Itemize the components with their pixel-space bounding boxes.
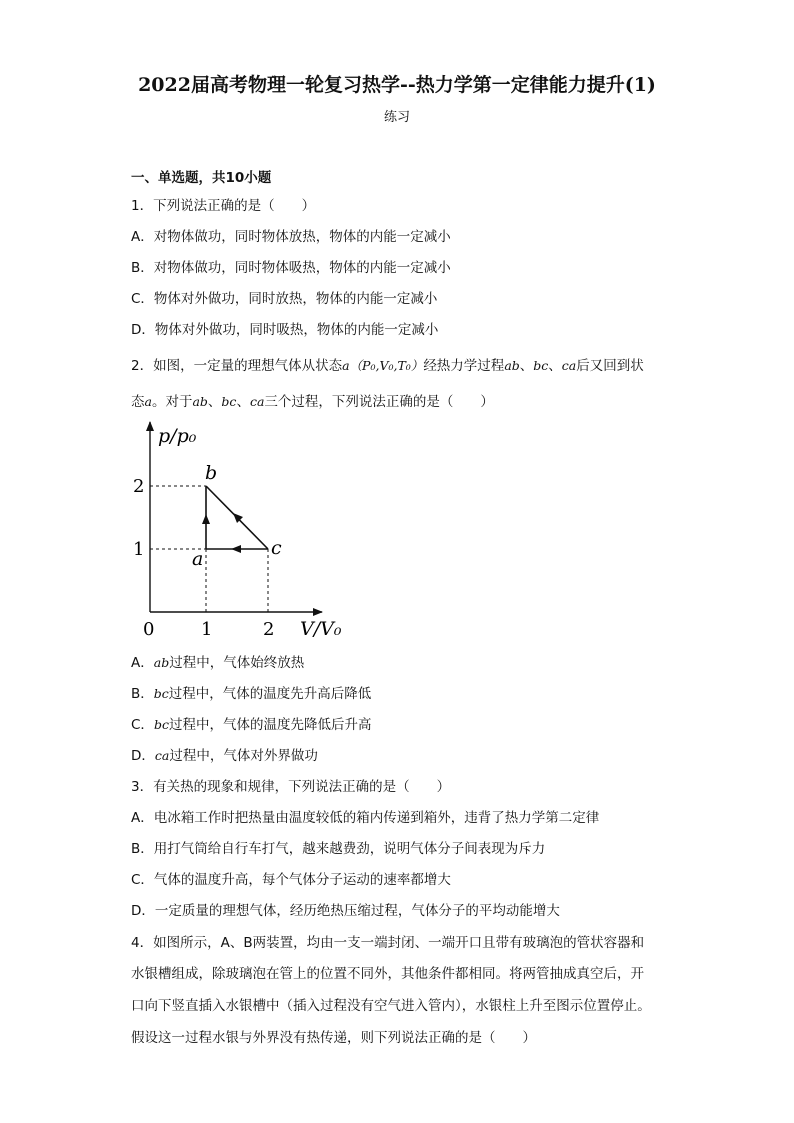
q3-option-a: A．电冰箱工作时把热量由温度较低的箱内传递到箱外，违背了热力学第二定律: [131, 810, 600, 826]
q3-option-c: C．气体的温度升高，每个气体分子运动的速率都增大: [131, 872, 451, 888]
q2-sep: 、: [207, 394, 222, 410]
section-heading: 一、单选题，共10小题: [131, 170, 272, 186]
q2-text: 经热力学过程: [423, 358, 505, 374]
x-tick-1: 1: [201, 619, 213, 640]
q3-stem: 3．有关热的现象和规律，下列说法正确的是（ ）: [131, 779, 451, 795]
q1-option-c: C．物体对外做功，同时放热，物体的内能一定减小: [131, 291, 438, 307]
q2-process-bc: bc: [221, 394, 237, 409]
point-b-label: b: [205, 462, 218, 484]
x-tick-2: 2: [263, 619, 275, 640]
q2-sep: 、: [548, 358, 562, 374]
option-text: 过程中，气体始终放热: [169, 655, 305, 671]
arrow-ca: [231, 545, 241, 553]
q2-sep: 、: [236, 394, 250, 410]
q1-stem: 1．下列说法正确的是（ ）: [131, 198, 316, 214]
q2-process-bc: bc: [533, 358, 549, 373]
y-tick-2: 2: [133, 476, 145, 497]
q2-process-ab: ab: [504, 358, 520, 373]
page-subtitle: 练习: [383, 110, 410, 125]
q2-state-a: a（P₀,V₀,T₀）: [342, 358, 424, 373]
q2-state-a-short: a: [144, 394, 152, 409]
q2-option-d: [131, 744, 318, 764]
q2-text: 三个过程，下列说法正确的是（ ）: [264, 394, 494, 410]
q2-text: 2．如图，一定量的理想气体从状态: [131, 358, 343, 374]
q4-line-2: 水银槽组成，除玻璃泡在管上的位置不同外，其他条件都相同。将两管抽成真空后，开: [131, 966, 644, 982]
x-axis-label: V/V₀: [300, 618, 342, 640]
q2-text: 。对于: [151, 394, 193, 410]
q2-stem-line2: [131, 390, 494, 410]
option-var: ab: [153, 655, 170, 670]
option-letter: A．: [131, 655, 154, 671]
y-axis-label: p/p₀: [158, 425, 197, 447]
option-text: 过程中，气体对外界做功: [169, 748, 318, 764]
q1-option-d: D．物体对外做功，同时吸热，物体的内能一定减小: [131, 322, 439, 338]
y-tick-1: 1: [133, 539, 145, 560]
q2-process-ca: ca: [249, 394, 265, 409]
option-letter: B．: [131, 686, 154, 702]
q4-line-1: 4．如图所示，A、B两装置，均由一支一端封闭、一端开口且带有玻璃泡的管状容器和: [131, 935, 645, 951]
option-letter: C．: [131, 717, 154, 733]
q4-line-3: 口向下竖直插入水银槽中（插入过程没有空气进入管内），水银柱上升至图示位置停止。: [131, 998, 651, 1014]
q2-sep: 、: [519, 358, 534, 374]
q2-process-ab: ab: [192, 394, 208, 409]
option-var: ca: [154, 748, 170, 763]
point-c-label: c: [271, 537, 282, 559]
arrow-ab: [202, 514, 210, 524]
q4-line-4: 假设这一过程水银与外界没有热传递，则下列说法正确的是（ ）: [131, 1030, 536, 1046]
page-title: 2022届高考物理一轮复习热学--热力学第一定律能力提升(1): [138, 74, 656, 96]
q3-option-d: D．一定质量的理想气体，经历绝热压缩过程，气体分子的平均动能增大: [131, 903, 560, 919]
option-letter: D．: [131, 748, 155, 764]
q2-stem-line1: [131, 354, 644, 374]
q2-option-a: [131, 651, 304, 671]
option-var: bc: [153, 717, 169, 732]
origin-label: 0: [143, 619, 155, 640]
q3-option-b: B．用打气筒给自行车打气，越来越费劲，说明气体分子间表现为斥力: [131, 841, 546, 857]
pv-diagram: [128, 416, 358, 642]
q2-process-ca: ca: [561, 358, 577, 373]
q2-option-b: [131, 682, 371, 702]
option-text: 过程中，气体的温度先升高后降低: [168, 686, 372, 702]
option-var: bc: [153, 686, 169, 701]
q2-text: 后又回到状: [576, 358, 644, 374]
q1-option-a: A．对物体做功，同时物体放热，物体的内能一定减小: [131, 229, 451, 245]
q1-option-b: B．对物体做功，同时物体吸热，物体的内能一定减小: [131, 260, 451, 276]
option-text: 过程中，气体的温度先降低后升高: [168, 717, 372, 733]
q2-text: 态: [131, 394, 145, 410]
point-a-label: a: [192, 548, 204, 570]
q2-option-c: [131, 713, 371, 733]
